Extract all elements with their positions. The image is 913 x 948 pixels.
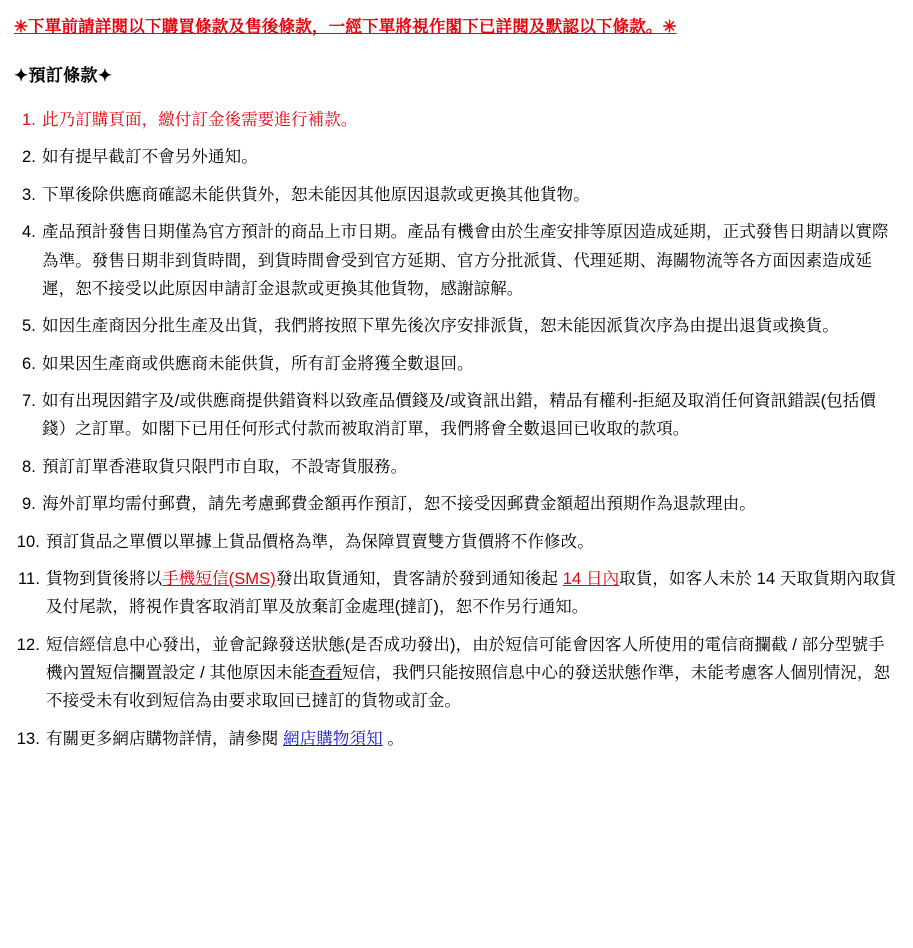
terms-item-number: 6. bbox=[22, 354, 36, 373]
terms-item-text: 如果因生產商或供應商未能供貨，所有訂金將獲全數退回。 bbox=[42, 354, 474, 373]
terms-item-number: 12. bbox=[16, 635, 40, 654]
terms-item-number: 8. bbox=[22, 457, 36, 476]
terms-list-item bbox=[8, 565, 897, 622]
terms-list-item bbox=[8, 725, 897, 753]
terms-list-item bbox=[8, 631, 897, 716]
terms-list-item bbox=[8, 490, 897, 518]
terms-item-number: 1. bbox=[22, 111, 36, 130]
terms-list-item bbox=[8, 387, 897, 444]
terms-item-number: 13. bbox=[16, 729, 40, 748]
terms-item-number: 5. bbox=[22, 317, 36, 336]
terms-item-text: 如有出現因錯字及/或供應商提供錯資料以致產品價錢及/或資訊出錯，精品有權利-拒絕及取消任何資訊錯誤(包括價錢）之訂單。如閣下已用任何形式付款而被取消訂單，我們將會全數退回已收取的款項。 bbox=[42, 392, 876, 439]
emphasis-text: 查看 bbox=[309, 664, 343, 683]
terms-item-text: 貨物到貨後將以 bbox=[46, 569, 163, 588]
terms-item-text: 如因生產商因分批生產及出貨，我們將按照下單先後次序安排派貨，恕未能因派貨次序為由提出退貨或換貨。 bbox=[42, 317, 839, 336]
purchase-notice-banner: ✳下單前請詳閱以下購買條款及售後條款，一經下單將視作閣下已詳閱及默認以下條款。✳ bbox=[14, 18, 677, 36]
terms-item-text: 。 bbox=[382, 729, 404, 748]
terms-item-text: 下單後除供應商確認未能供貨外，恕未能因其他原因退款或更換其他貨物。 bbox=[42, 185, 590, 204]
terms-list-item bbox=[8, 106, 897, 134]
terms-list-item bbox=[8, 453, 897, 481]
terms-item-number: 9. bbox=[22, 495, 36, 514]
terms-item-number: 7. bbox=[22, 392, 36, 411]
emphasis-text: 14 日內 bbox=[562, 569, 620, 588]
terms-item-text: 取貨，如客人未於 14 天取貨期內取貨及付尾款，將視作貴客取消訂單及放棄訂金處理(撻訂)，恕不作另行通知。 bbox=[46, 569, 897, 617]
terms-item-text: 有關更多網店購物詳情，請參閱 bbox=[46, 729, 284, 748]
terms-item-number: 11. bbox=[17, 569, 40, 588]
terms-list-item bbox=[8, 312, 897, 340]
terms-item-text: 預訂貨品之單價以單據上貨品價格為準，為保障買賣雙方貨價將不作修改。 bbox=[46, 532, 594, 551]
page-title: ✦預訂條款✦ bbox=[14, 66, 113, 86]
terms-list-item bbox=[8, 350, 897, 378]
terms-item-number: 10. bbox=[16, 532, 40, 551]
shopping-guide-link[interactable]: 網店購物須知 bbox=[283, 729, 383, 748]
terms-item-text: 短信經信息中心發出，並會記錄發送狀態(是否成功發出)，由於短信可能會因客人所使用的電信商攔截 / 部分型號手機內置短信攔置設定 / 其他原因未能 bbox=[46, 635, 885, 683]
terms-item-text: 產品預計發售日期僅為官方預計的商品上市日期。產品有機會由於生產安排等原因造成延期，正式發售日期請以實際為準。發售日期非到貨時間，到貨時間會受到官方延期、官方分批派貨、代理延期、海關物流等各方面因素造成延遲，恕不接受以此原因申請訂金退款或更換其他貨物，感謝諒解。 bbox=[42, 223, 889, 298]
terms-list bbox=[8, 106, 897, 753]
terms-item-text: 此乃訂購頁面，繳付訂金後需要進行補款。 bbox=[42, 111, 358, 130]
terms-item-number: 2. bbox=[22, 148, 36, 167]
terms-list-item bbox=[8, 218, 897, 303]
terms-item-text: 短信，我們只能按照信息中心的發送狀態作準，未能考慮客人個別情況，恕不接受未有收到短信為由要求取回已撻訂的貨物或訂金。 bbox=[46, 664, 891, 711]
terms-item-text: 海外訂單均需付郵費，請先考慮郵費金額再作預訂，恕不接受因郵費金額超出預期作為退款理由。 bbox=[42, 495, 756, 514]
terms-item-text: 如有提早截訂不會另外通知。 bbox=[42, 148, 258, 167]
emphasis-text: 手機短信(SMS) bbox=[162, 569, 276, 588]
terms-item-number: 3. bbox=[22, 185, 36, 204]
terms-list-item bbox=[8, 181, 897, 209]
terms-item-text: 預訂訂單香港取貨只限門市自取，不設寄貨服務。 bbox=[42, 457, 408, 476]
terms-list-item bbox=[8, 528, 897, 556]
terms-item-text: 發出取貨通知，貴客請於發到通知後起 bbox=[275, 569, 563, 588]
terms-list-item bbox=[8, 143, 897, 171]
terms-item-number: 4. bbox=[22, 223, 36, 242]
